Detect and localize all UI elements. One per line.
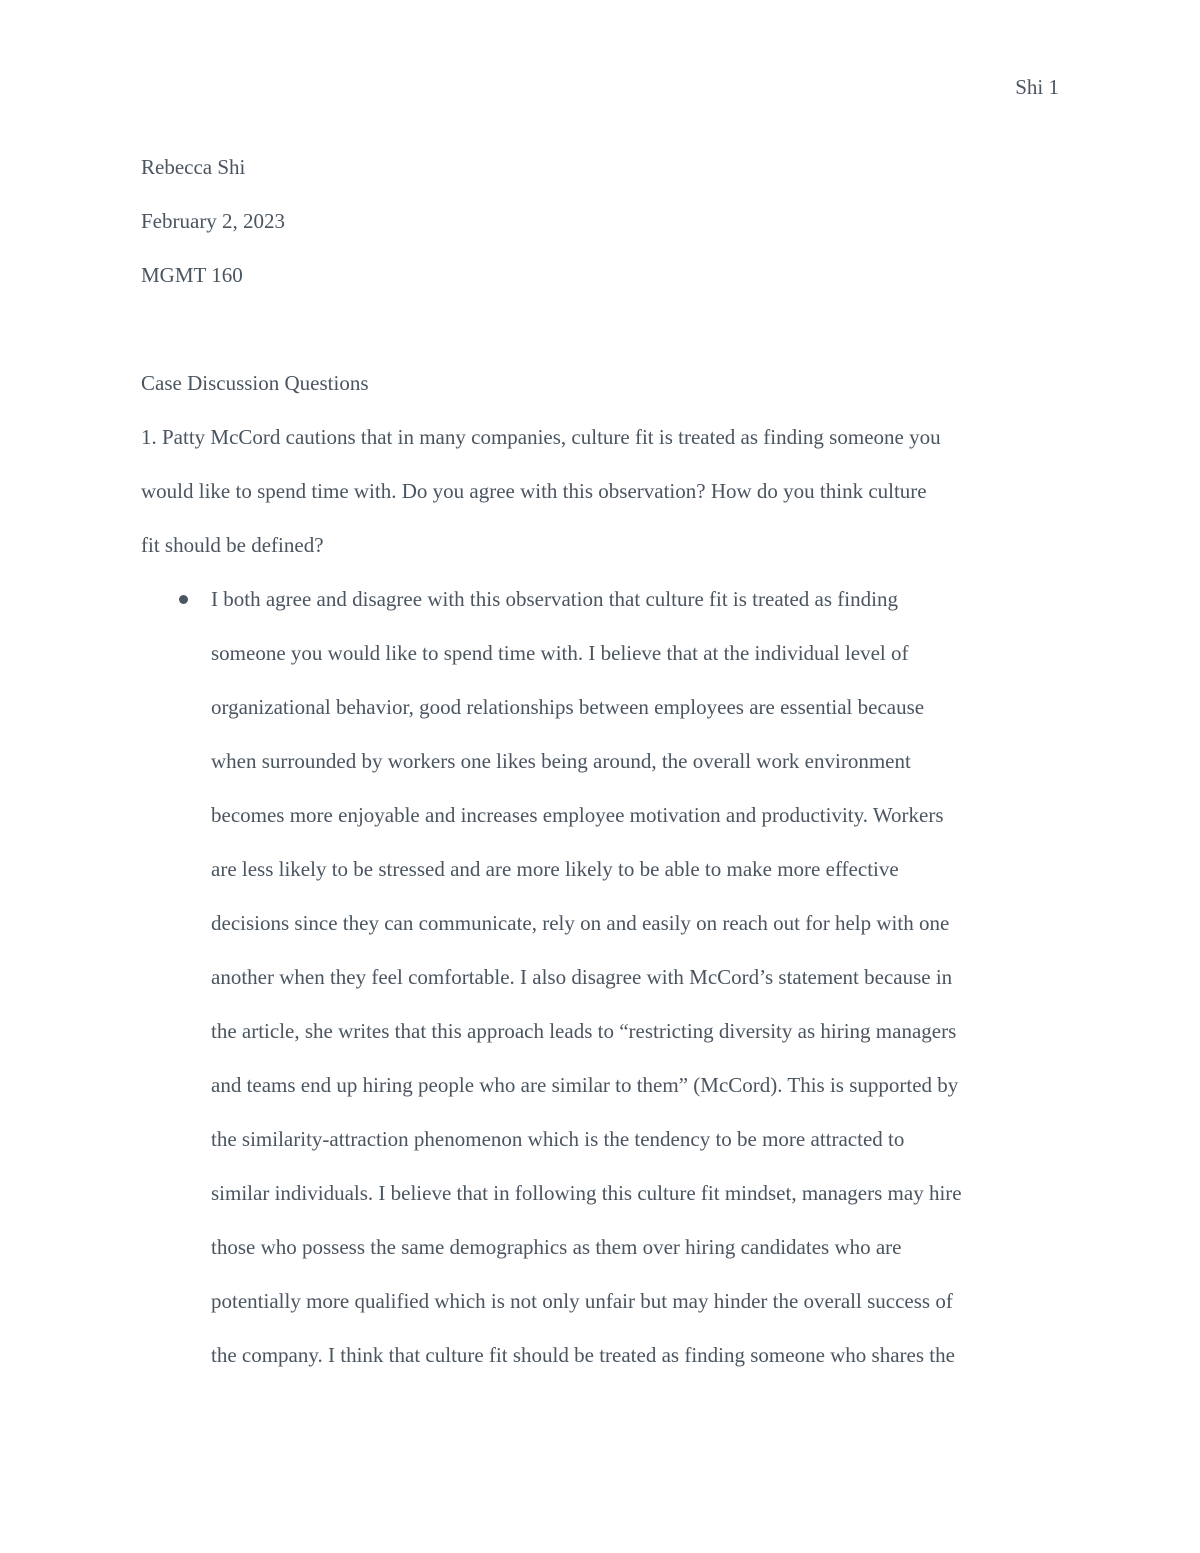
answer-line: similar individuals. I believe that in following this culture fit mindset, managers may hire [211,1181,962,1205]
answer-line: the company. I think that culture fit should be treated as finding someone who shares the [211,1343,955,1367]
question-line: fit should be defined? [141,533,324,557]
blank-line [141,302,1061,356]
answer-line: are less likely to be stressed and are more likely to be able to make more effective [211,857,899,881]
author-name: Rebecca Shi [141,155,246,179]
bullet-icon [179,595,188,604]
header-surname: Shi [1015,75,1044,99]
answer-line: organizational behavior, good relationships between employees are essential because [211,695,925,719]
answer-1-bullet [141,572,1061,1382]
answer-line: those who possess the same demographics as them over hiring candidates who are [211,1235,902,1259]
answer-line: becomes more enjoyable and increases employee motivation and productivity. Workers [211,803,944,827]
answer-line: the similarity-attraction phenomenon which is the tendency to be more attracted to [211,1127,905,1151]
course-code: MGMT 160 [141,263,243,287]
section-title: Case Discussion Questions [141,371,369,395]
question-1 [141,410,1061,572]
question-line: would like to spend time with. Do you agree with this observation? How do you think culture [141,479,927,503]
question-line: 1. Patty McCord cautions that in many companies, culture fit is treated as finding someone you [141,425,941,449]
answer-line: someone you would like to spend time with. I believe that at the individual level of [211,641,909,665]
answer-line: the article, she writes that this approach leads to “restricting diversity as hiring managers [211,1019,957,1043]
answer-line: when surrounded by workers one likes being around, the overall work environment [211,749,911,773]
page-number: 1 [1048,75,1059,99]
answer-line: another when they feel comfortable. I also disagree with McCord’s statement because in [211,965,953,989]
document-body [141,140,1061,1382]
answer-line: and teams end up hiring people who are similar to them” (McCord). This is supported by [211,1073,959,1097]
document-date: February 2, 2023 [141,209,286,233]
answer-line: decisions since they can communicate, rely on and easily on reach out for help with one [211,911,950,935]
answer-line: I both agree and disagree with this observation that culture fit is treated as finding [211,587,898,611]
answer-line: potentially more qualified which is not only unfair but may hinder the overall success of [211,1289,953,1313]
page-header [1015,72,1059,102]
